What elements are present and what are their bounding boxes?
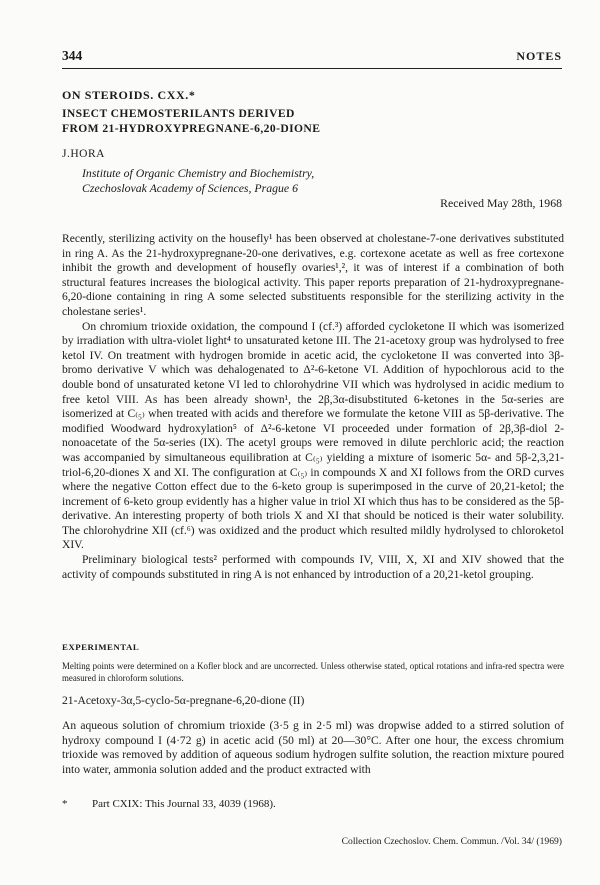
body-paragraph: Preliminary biological tests² performed with compounds IV, VIII, X, XI and XIV showed that the activity of compounds substituted in ring A is not enhanced by introduction of a 20,21-ketol grouping.	[62, 554, 564, 581]
article-title: ON STEROIDS. CXX.*	[62, 88, 196, 102]
experimental-note: Melting points were determined on a Kofler block and are uncorrected. Unless otherwise stated, optical rotations and infra-red spectra were measured in chloroform solutions.	[62, 661, 564, 683]
section-label: NOTES	[516, 49, 562, 63]
body-paragraph: Recently, sterilizing activity on the housefly¹ has been observed at cholestane-7-one derivatives substituted in ring A. As the 21-hydroxypregnane-20-one derivatives, e.g. cortexone acetate as well as free cortexone inhibit the growth and development of housefly ovaries¹,², it was of interest if a combination of both structural features increases the biological activity. This paper reports preparation of 21-hydroxypregnane-6,20-dione containing in ring A some selected substituents responsible for the sterilizing activity in the cholestane series¹.	[62, 233, 564, 318]
article-subtitle	[62, 106, 320, 136]
subtitle-line: FROM 21-HYDROXYPREGNANE-6,20-DIONE	[62, 122, 321, 135]
footnote-mark: *	[62, 798, 68, 810]
received-date: Received May 28th, 1968	[440, 196, 562, 210]
running-header	[62, 48, 562, 66]
body-paragraph: On chromium trioxide oxidation, the compound I (cf.³) afforded cycloketone II which was isomerized by irradiation with ultra-violet light⁴ to unsaturated ketone III. The 21-acetoxy group was hydrolysed to free ketol IV. On treatment with hydrogen bromide in acetic acid, the cycloketone II was converted into 3β-bromo derivative V which was dehalogenated to Δ²-6-ketone VI. Addition of hypochlorous acid to the double bond of unsaturated ketone VI led to chlorohydrine VII which was hydrolysed in acidic medium to free ketol VIII. As has been already shown¹, the 2β,3α-disubstituted 6-ketones in the 5α-series are isomerized at C₍₅₎ when treated with acids and therefore we formulate the ketone VIII as 5β-derivative. The modified Woodward hydroxylation⁵ of Δ²-6-ketone VI proceeded under formation of 2β,3β-diol 2-nonoacetate of the 5α-series (IX). The acetyl groups were removed in dilute perchloric acid; the reaction was accompanied by simultaneous equilibration at C₍₅₎ yielding a mixture of isomeric 5α- and 5β-2,3,21-triol-6,20-diones X and XI. The configuration at C₍₅₎ in compounds X and XI follows from the ORD curves where the negative Cotton effect due to the 6-keto group is superimposed in the curve of 20,21-ketol; the increment of 6-keto group evidently has a higher value in triol XI which thus has to be considered as the 5β-derivative. An interesting property of both triols X and XI that should be noticed is their water solubility. The chlorohydrine XII (cf.⁶) was oxidized and the product which resulted mildly hydrolysed to chloroketol XIV.	[62, 320, 564, 552]
affiliation-line: Institute of Organic Chemistry and Biochemistry,	[82, 166, 315, 180]
page-number: 344	[62, 48, 83, 63]
body-paragraph: An aqueous solution of chromium trioxide (3·5 g in 2·5 ml) was dropwise added to a stirred solution of hydroxy compound I (4·72 g) in acetic acid (50 ml) at 20—30°C. After one hour, the excess chromium trioxide was removed by addition of aqueous sodium hydrogen sulfite solution, the reaction mixture poured into water, ammonia solution added and the product extracted with	[62, 720, 564, 776]
footnote	[62, 798, 276, 810]
subtitle-line: INSECT CHEMOSTERILANTS DERIVED	[62, 107, 295, 120]
experimental-heading: EXPERIMENTAL	[62, 642, 140, 652]
footnote-text: Part CXIX: This Journal 33, 4039 (1968).	[92, 798, 276, 810]
article-body	[62, 232, 564, 582]
experimental-text	[62, 719, 564, 777]
author-affiliation	[82, 166, 314, 196]
header-rule	[62, 68, 562, 69]
affiliation-line: Czechoslovak Academy of Sciences, Prague 6	[82, 181, 298, 195]
journal-footer: Collection Czechoslov. Chem. Commun. /Vol. 34/ (1969)	[341, 836, 562, 847]
author-name: J.HORA	[62, 148, 105, 160]
compound-heading: 21-Acetoxy-3α,5-cyclo-5α-pregnane-6,20-dione (II)	[62, 694, 305, 707]
